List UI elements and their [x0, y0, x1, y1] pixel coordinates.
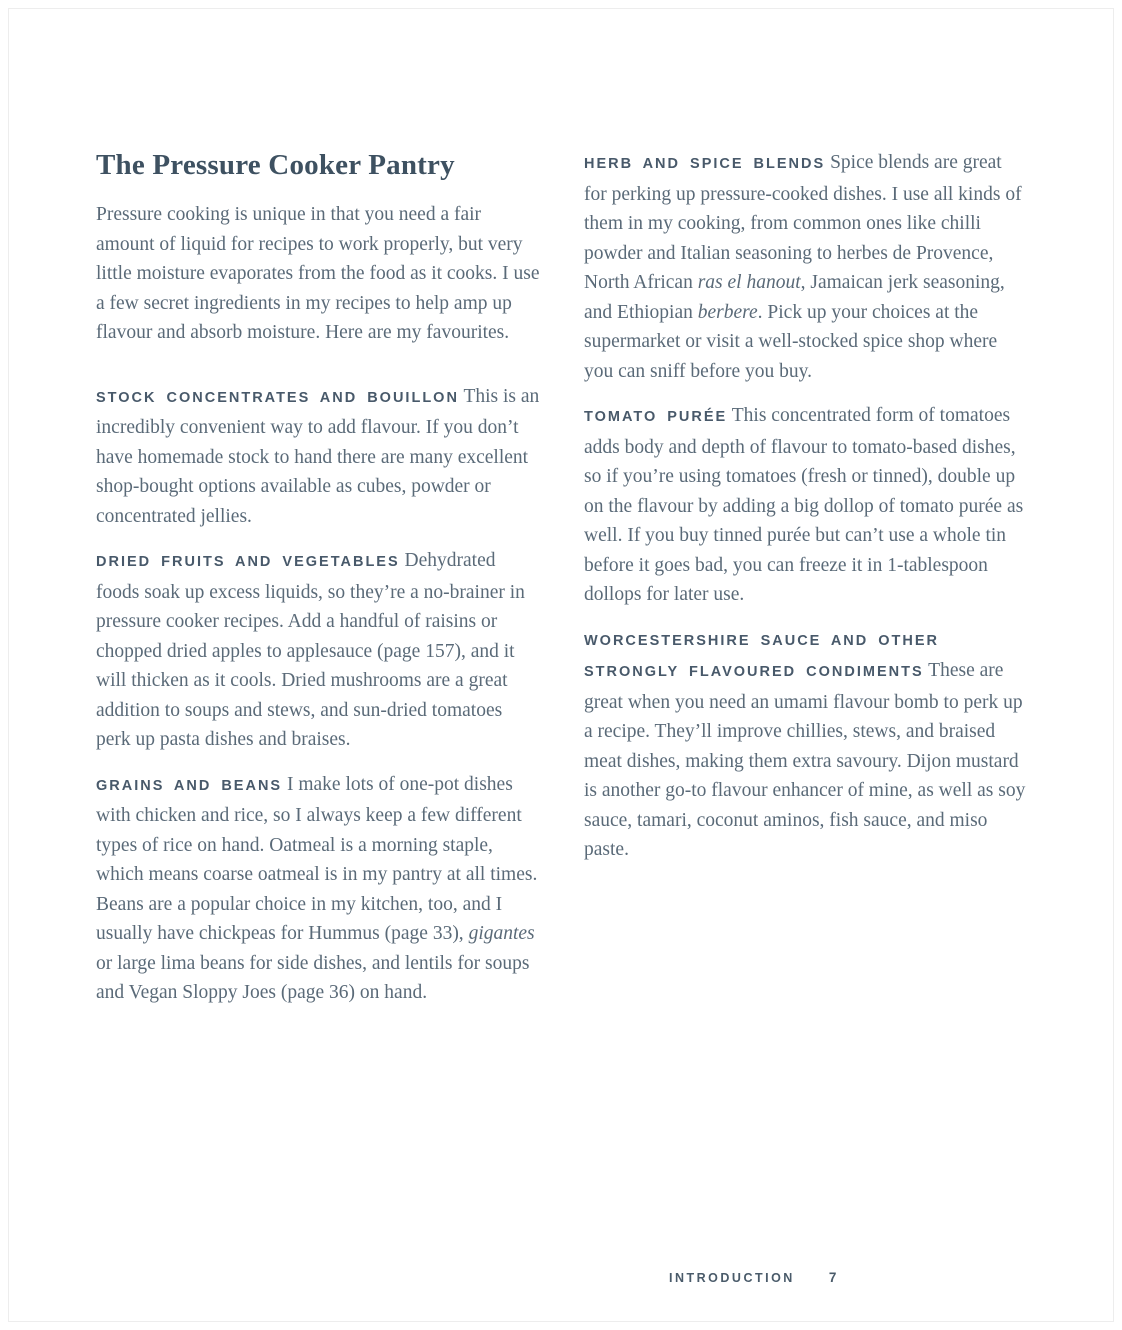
section-run-in-heading: DRIED FRUITS AND VEGETABLES	[96, 554, 400, 570]
section-body-text: or large lima beans for side dishes, and lentils for soups and Vegan Sloppy Joes (page 36) on hand.	[96, 952, 530, 1003]
section-run-in-heading: TOMATO PURÉE	[584, 409, 728, 425]
section-run-in-heading: STOCK CONCENTRATES AND BOUILLON	[96, 389, 459, 406]
italic-term: gigantes	[468, 923, 535, 944]
footer-section-label: INTRODUCTION	[669, 1271, 795, 1285]
page-title: The Pressure Cooker Pantry	[96, 149, 455, 181]
intro-paragraph: Pressure cooking is unique in that you need a fair amount of liquid for recipes to work properly, but very little moisture evaporates from the food as it cooks. I use a few secret ingredients in my recipes to help amp up flavour and absorb moisture. Here are my favourites.	[96, 204, 540, 343]
right-column	[584, 148, 1028, 1023]
section-body-text: Dehydrated foods soak up excess liquids, so they’re a no-brainer in pressure cooker recipes. Add a handful of raisins or chopped dried apples to applesauce (page 157), and it will thicken as it cools. Dried mushrooms are a great addition to soups and stews, and sun-dried tomatoes perk up pasta dishes and braises.	[96, 550, 525, 750]
footer-page-number: 7	[828, 1270, 837, 1285]
section-body-text: Spice blends are great for perking up pressure-cooked dishes. I use all kinds of them in my cooking, from common ones like chilli powder and Italian seasoning to herbes de Provence, North African	[584, 152, 1022, 293]
section-run-in-heading: HERB AND SPICE BLENDS	[584, 156, 826, 172]
left-sections	[96, 382, 540, 1008]
italic-term: berbere	[697, 301, 758, 323]
italic-term: ras el hanout	[697, 272, 801, 293]
left-column	[96, 148, 540, 1023]
pantry-section	[584, 401, 1028, 610]
section-run-in-heading: WORCESTERSHIRE SAUCE AND OTHER STRONGLY FLAVOURED CONDIMENTS	[584, 632, 940, 680]
section-body-text: . Pick up your choices at the supermarket or visit a well-stocked spice shop where you can sniff before you buy.	[584, 301, 998, 382]
right-sections	[584, 148, 1028, 865]
section-body-text: , Jamaican jerk seasoning, and Ethiopian	[584, 272, 1005, 323]
pantry-section	[584, 148, 1028, 386]
pantry-section	[96, 382, 540, 532]
pantry-section	[96, 546, 540, 755]
two-column-layout	[96, 148, 1028, 1023]
pantry-section	[96, 770, 540, 1008]
page-footer	[669, 1270, 836, 1285]
section-body-text: This concentrated form of tomatoes adds body and depth of flavour to tomato-based dishes, so if you’re using tomatoes (fresh or tinned), double up on the flavour by adding a big dollop of tomato purée as well. If you buy tinned purée but can’t use a whole tin before it goes bad, you can freeze it in 1-tablespoon dollops for later use.	[584, 405, 1024, 605]
section-body-text: These are great when you need an umami flavour bomb to perk up a recipe. They’ll improve chillies, stews, and braised meat dishes, making them extra savoury. Dijon mustard is another go-to flavour enhancer of mine, as well as soy sauce, tamari, coconut aminos, fish sauce, and miso paste.	[584, 660, 1026, 860]
pantry-section	[584, 625, 1028, 865]
section-run-in-heading: GRAINS AND BEANS	[96, 777, 283, 794]
section-body-text: I make lots of one-pot dishes with chicken and rice, so I always keep a few different types of rice on hand. Oatmeal is a morning staple, which means coarse oatmeal is in my pantry at all times. Beans are a popular choice in my kitchen, too, and I usually have chickpeas for Hummus (page 33),	[96, 773, 538, 944]
section-body-text: This is an incredibly convenient way to add flavour. If you don’t have homemade stock to hand there are many excellent shop-bought options available as cubes, powder or concentrated jellies.	[96, 385, 540, 527]
